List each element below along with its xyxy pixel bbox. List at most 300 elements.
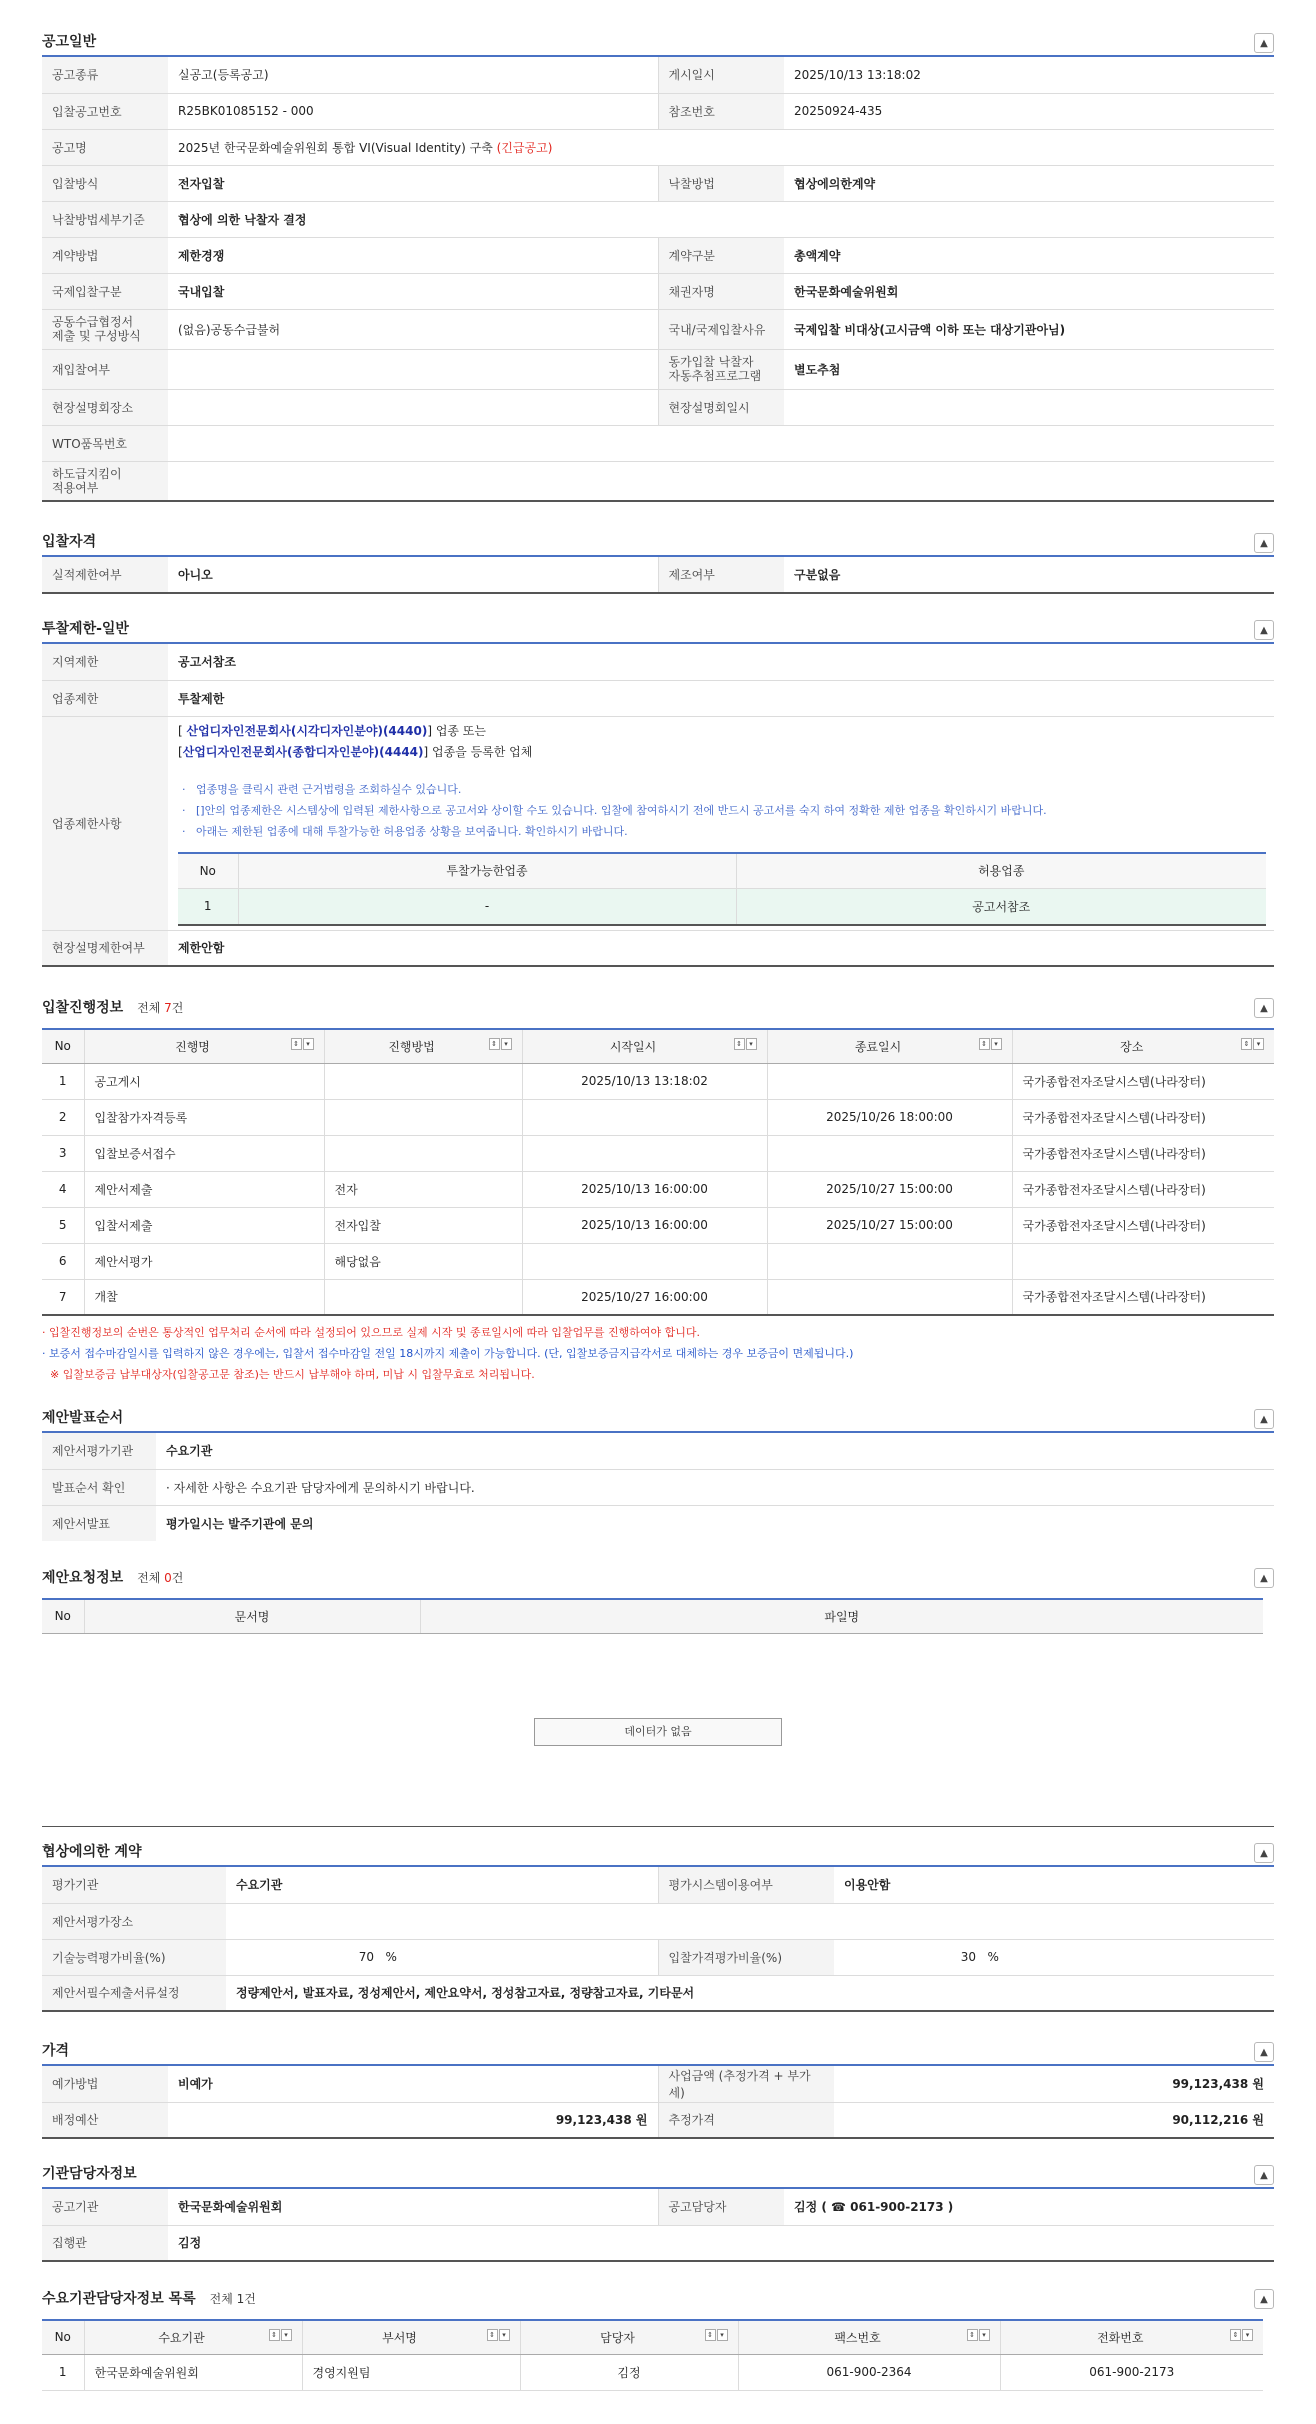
header-label: 진행명 <box>175 1039 210 1054</box>
cell-no: 2 <box>42 1099 84 1135</box>
value: 20250924-435 <box>784 93 1274 129</box>
cell-person: 김정 <box>520 2354 738 2390</box>
count-number: 0 <box>164 1570 172 1585</box>
cell-name: 입찰서제출 <box>84 1207 324 1243</box>
industry-detail <box>168 716 1274 930</box>
sort-dropdown-icon[interactable]: ⇕ ▾ <box>489 1038 512 1050</box>
section-title: 입찰진행정보 <box>42 1000 124 1016</box>
table-row <box>42 930 1274 966</box>
cell-start: 2025/10/27 16:00:00 <box>522 1279 767 1315</box>
label: 평가시스템이용여부 <box>658 1867 834 1903</box>
table-row[interactable] <box>42 1099 1274 1135</box>
label: 채권자명 <box>658 273 784 309</box>
table-row <box>42 93 1274 129</box>
cell-method: 해당없음 <box>324 1243 522 1279</box>
column-header: 허용업종 <box>736 853 1266 889</box>
section-title: 제안요청정보 <box>42 1570 124 1586</box>
cell-name: 입찰참가자격등록 <box>84 1099 324 1135</box>
demand-section <box>42 2283 1274 2391</box>
cell-name: 공고게시 <box>84 1063 324 1099</box>
value: 한국문화예술위원회 <box>168 2189 658 2225</box>
chevron-up-icon[interactable]: ▲ <box>1254 533 1274 553</box>
sort-dropdown-icon[interactable]: ⇕ ▾ <box>487 2329 510 2341</box>
sort-dropdown-icon[interactable]: ⇕ ▾ <box>1241 1038 1264 1050</box>
cell-fax: 061-900-2364 <box>738 2354 1000 2390</box>
table-row <box>42 2102 1274 2138</box>
section-header <box>42 1837 1274 1867</box>
value: 구분없음 <box>784 557 1274 593</box>
sort-dropdown-icon[interactable]: ⇕ ▾ <box>734 1038 757 1050</box>
section-title: 투찰제한-일반 <box>42 621 129 637</box>
negotiation-table <box>42 1867 1274 2012</box>
license-line: [산업디자인전문회사(종합디자인분야)(4444)] 업종을 등록한 업체 <box>178 744 533 759</box>
section-header <box>42 1403 1274 1433</box>
table-row <box>42 237 1274 273</box>
cell-no: 6 <box>42 1243 84 1279</box>
table-row[interactable] <box>42 1243 1274 1279</box>
info-note: · []안의 업종제한은 시스템상에 입력된 제한사항으로 공고서와 상이할 수도 있습니다. 입찰에 참여하시기 전에 반드시 공고서를 숙지 하여 정확한 제한 업종을 확인하시기 바랍니다. <box>182 803 1047 817</box>
column-header-no: No <box>42 2320 84 2354</box>
table-row <box>42 1939 1274 1975</box>
table-row <box>42 644 1274 680</box>
progress-notes <box>42 1322 1274 1385</box>
label-line: 동가입찰 낙찰자 <box>668 355 754 369</box>
cell-end: 2025/10/26 18:00:00 <box>767 1099 1012 1135</box>
value: 비예가 <box>168 2066 658 2102</box>
section-header <box>42 27 1274 57</box>
label: 현장설명회일시 <box>658 389 784 425</box>
table-row <box>42 1867 1274 1903</box>
proposal-request-table <box>42 1598 1263 1634</box>
value: 별도추첨 <box>784 349 1274 389</box>
sort-dropdown-icon[interactable]: ⇕ ▾ <box>1230 2329 1253 2341</box>
header-label: 팩스번호 <box>834 2330 881 2345</box>
cell-no: 5 <box>42 1207 84 1243</box>
label: 낙찰방법 <box>658 165 784 201</box>
label-line: 하도급지킴이 <box>52 466 122 481</box>
info-notes <box>178 779 1264 842</box>
notice-title <box>168 129 1274 165</box>
label: 배정예산 <box>42 2102 168 2138</box>
value: 협상에의한계약 <box>784 165 1274 201</box>
section-title: 공고일반 <box>42 34 97 50</box>
section-header <box>42 527 1274 557</box>
allowed-industry-table <box>178 852 1266 926</box>
chevron-up-icon[interactable]: ▲ <box>1254 1568 1274 1588</box>
column-header-dept[interactable] <box>302 2320 520 2354</box>
label: 입찰방식 <box>42 165 168 201</box>
value: 실공고(등록공고) <box>168 57 658 93</box>
value <box>226 1903 1274 1939</box>
label: 국제입찰구분 <box>42 273 168 309</box>
table-row <box>42 349 1274 389</box>
cell-end <box>767 1279 1012 1315</box>
label: 계약구분 <box>658 237 784 273</box>
cell-name: 입찰보증서접수 <box>84 1135 324 1171</box>
general-section <box>42 27 1274 502</box>
section-header <box>42 2159 1274 2189</box>
table-row[interactable] <box>42 1171 1274 1207</box>
license-suffix: 업종 또는 <box>435 723 486 738</box>
label: 현장설명제한여부 <box>42 930 168 966</box>
sort-dropdown-icon[interactable]: ⇕ ▾ <box>705 2329 728 2341</box>
section-header <box>42 2036 1274 2066</box>
note-text: []안의 업종제한은 시스템상에 입력된 제한사항으로 공고서와 상이할 수도 있습니다. 입찰에 참여하시기 전에 반드시 공고서를 숙지 하여 정확한 제한 업종을 확인하시기 바랍니다. <box>196 803 1047 817</box>
sort-dropdown-icon[interactable]: ⇕ ▾ <box>269 2329 292 2341</box>
cell-start: 2025/10/13 13:18:02 <box>522 1063 767 1099</box>
column-header: No <box>42 1599 84 1633</box>
progress-section <box>42 992 1274 1385</box>
table-row[interactable] <box>42 1063 1274 1099</box>
cell: - <box>238 889 736 925</box>
label <box>658 349 784 389</box>
value: 전자입찰 <box>168 165 658 201</box>
cell-end: 2025/10/27 15:00:00 <box>767 1207 1012 1243</box>
progress-table <box>42 1028 1274 1316</box>
section-title: 제안발표순서 <box>42 1410 124 1426</box>
value: 2025/10/13 13:18:02 <box>784 57 1274 93</box>
value: R25BK01085152 - 000 <box>168 93 658 129</box>
urgent-badge: (긴급공고) <box>496 140 553 155</box>
count-number: 7 <box>164 1000 172 1015</box>
value: 99,123,438 원 <box>168 2102 658 2138</box>
value: 90,112,216 원 <box>834 2102 1274 2138</box>
cell-place: 국가종합전자조달시스템(나라장터) <box>1012 1063 1274 1099</box>
note-text: 업종명을 클릭시 관련 근거법령을 조회하실수 있습니다. <box>196 782 462 796</box>
license-link-4440[interactable]: 산업디자인전문회사(시각디자인분야)(4440) <box>186 723 428 738</box>
label: 평가기관 <box>42 1867 226 1903</box>
table-row <box>178 889 1266 925</box>
license-suffix: 업종을 등록한 업체 <box>432 744 533 759</box>
label: 제안서평가기관 <box>42 1433 156 1469</box>
table-row <box>42 1433 1274 1469</box>
cell-name: 제안서제출 <box>84 1171 324 1207</box>
label: 업종제한 <box>42 680 168 716</box>
count-suffix: 건 <box>171 1000 184 1015</box>
label: 재입찰여부 <box>42 349 168 389</box>
column-header: 투찰가능한업종 <box>238 853 736 889</box>
label: 지역제한 <box>42 644 168 680</box>
value <box>168 425 1274 461</box>
header-label: 종료일시 <box>854 1039 902 1054</box>
label: 낙찰방법세부기준 <box>42 201 168 237</box>
qualification-table <box>42 557 1274 594</box>
chevron-up-icon[interactable]: ▲ <box>1254 2289 1274 2309</box>
total-count <box>137 1569 183 1586</box>
value: 수요기관 <box>156 1433 1274 1469</box>
label-line: 적용여부 <box>52 480 99 495</box>
cell-method <box>324 1135 522 1171</box>
label: 업종제한사항 <box>42 716 168 930</box>
table-row <box>42 57 1274 93</box>
column-header-phone[interactable] <box>1000 2320 1263 2354</box>
table-row <box>42 309 1274 349</box>
header-label: 부서명 <box>382 2330 417 2345</box>
cell-start: 2025/10/13 16:00:00 <box>522 1171 767 1207</box>
cell-end <box>767 1135 1012 1171</box>
column-header-method[interactable] <box>324 1029 522 1063</box>
cell-place: 국가종합전자조달시스템(나라장터) <box>1012 1207 1274 1243</box>
label <box>42 461 168 501</box>
chevron-up-icon[interactable]: ▲ <box>1254 1409 1274 1429</box>
value: 국제입찰 비대상(고시금액 이하 또는 대상기관아님) <box>784 309 1274 349</box>
cell-start <box>522 1135 767 1171</box>
cell-place: 국가종합전자조달시스템(나라장터) <box>1012 1135 1274 1171</box>
demand-table <box>42 2319 1263 2391</box>
cell-no: 7 <box>42 1279 84 1315</box>
section-header <box>42 992 1274 1022</box>
info-note: · 아래는 제한된 업종에 대해 투찰가능한 허용업종 상황을 보여줍니다. 확인하시기 바랍니다. <box>182 824 628 838</box>
value: 총액계약 <box>784 237 1274 273</box>
label: 발표순서 확인 <box>42 1469 156 1505</box>
cell-place: 국가종합전자조달시스템(나라장터) <box>1012 1279 1274 1315</box>
table-row <box>42 1903 1274 1939</box>
value: 아니오 <box>168 557 658 593</box>
count-suffix: 건 <box>244 2291 256 2306</box>
label: 공고담당자 <box>658 2189 784 2225</box>
value: 수요기관 <box>226 1867 658 1903</box>
value: 평가일시는 발주기관에 문의 <box>166 1516 314 1531</box>
restriction-section <box>42 614 1274 967</box>
section-title: 협상에의한 계약 <box>42 1844 142 1860</box>
label: 공고기관 <box>42 2189 168 2225</box>
table-row <box>42 1975 1274 2011</box>
license-line: [ 산업디자인전문회사(시각디자인분야)(4440)] 업종 또는 <box>178 723 486 738</box>
price-section <box>42 2036 1274 2139</box>
table-row <box>42 389 1274 425</box>
chevron-up-icon[interactable]: ▲ <box>1254 2042 1274 2062</box>
value: 협상에 의한 낙찰자 결정 <box>168 201 1274 237</box>
cell-no: 4 <box>42 1171 84 1207</box>
label-line: 공동수급협정서 <box>52 315 134 329</box>
section-header <box>42 614 1274 644</box>
info-note: · 업종명을 클릭시 관련 근거법령을 조회하실수 있습니다. <box>182 782 462 796</box>
cell-org: 한국문화예술위원회 <box>84 2354 302 2390</box>
label: 계약방법 <box>42 237 168 273</box>
chevron-up-icon[interactable]: ▲ <box>1254 998 1274 1018</box>
section-header <box>42 2283 1274 2313</box>
value: 투찰제한 <box>168 680 1274 716</box>
cell-end <box>767 1063 1012 1099</box>
value: 김정 <box>168 2225 1274 2261</box>
total-count <box>137 999 183 1016</box>
cell-end: 2025/10/27 15:00:00 <box>767 1171 1012 1207</box>
cell-no: 1 <box>42 2354 84 2390</box>
table-row[interactable] <box>42 1135 1274 1171</box>
value: (없음)공동수급불허 <box>168 309 658 349</box>
label: 참조번호 <box>658 93 784 129</box>
proposal-order-section <box>42 1403 1274 1541</box>
label: 집행관 <box>42 2225 168 2261</box>
table-row <box>42 1505 1274 1541</box>
price-ratio: 30 <box>960 1950 976 1964</box>
label-line: 제출 및 구성방식 <box>52 329 141 343</box>
price-table <box>42 2066 1274 2139</box>
label: 실적제한여부 <box>42 557 168 593</box>
value: 정량제안서, 발표자료, 정성제안서, 제안요약서, 정성참고자료, 정량참고자료, 기타문서 <box>226 1975 1274 2011</box>
label: 게시일시 <box>658 57 784 93</box>
qualification-section <box>42 527 1274 594</box>
table-header-row <box>42 1599 1263 1633</box>
table-row <box>42 680 1274 716</box>
section-title: 수요기관담당자정보 목록 <box>42 2291 196 2307</box>
column-header-fax[interactable] <box>738 2320 1000 2354</box>
value: 99,123,438 원 <box>834 2066 1274 2102</box>
table-row[interactable] <box>42 2354 1263 2390</box>
label: 제조여부 <box>658 557 784 593</box>
count-prefix: 전체 <box>209 2291 237 2306</box>
cell-method <box>324 1279 522 1315</box>
cell-phone: 061-900-2173 <box>1000 2354 1263 2390</box>
value <box>784 389 1274 425</box>
header-label: 수요기관 <box>158 2330 205 2345</box>
value <box>834 1939 1274 1975</box>
value <box>226 1939 658 1975</box>
label <box>42 309 168 349</box>
table-header-row <box>178 853 1266 889</box>
label: 입찰공고번호 <box>42 93 168 129</box>
label: 제안서필수제출서류설정 <box>42 1975 226 2011</box>
sort-dropdown-icon[interactable]: ⇕ ▾ <box>967 2329 990 2341</box>
sort-dropdown-icon[interactable]: ⇕ ▾ <box>291 1038 314 1050</box>
cell-place: 국가종합전자조달시스템(나라장터) <box>1012 1171 1274 1207</box>
tech-ratio: 70 <box>358 1950 374 1964</box>
table-row <box>42 165 1274 201</box>
officer-section <box>42 2159 1274 2262</box>
value: 이용안함 <box>834 1867 1274 1903</box>
section-title: 가격 <box>42 2043 70 2059</box>
column-header: 문서명 <box>84 1599 420 1633</box>
chevron-up-icon[interactable]: ▲ <box>1254 2165 1274 2185</box>
proposal-order-table <box>42 1433 1274 1541</box>
table-row <box>42 201 1274 237</box>
cell-end <box>767 1243 1012 1279</box>
count-suffix: 건 <box>171 1570 184 1585</box>
cell-dept: 경영지원팀 <box>302 2354 520 2390</box>
value: 제한안함 <box>168 930 1274 966</box>
restriction-table <box>42 644 1274 967</box>
label: 사업금액 (추정가격 + 부가세) <box>658 2066 834 2102</box>
cell-method <box>324 1063 522 1099</box>
table-row <box>42 557 1274 593</box>
label: 현장설명회장소 <box>42 389 168 425</box>
cell: 1 <box>178 889 238 925</box>
column-header-place[interactable] <box>1012 1029 1274 1063</box>
value: 국내입찰 <box>168 273 658 309</box>
column-header-start[interactable] <box>522 1029 767 1063</box>
negotiation-section <box>42 1826 1274 2012</box>
cell: 공고서참조 <box>736 889 1266 925</box>
table-row <box>42 461 1274 501</box>
count-number: 1 <box>236 2291 245 2306</box>
table-header-row <box>42 1029 1274 1063</box>
table-row <box>42 273 1274 309</box>
header-label: 전화번호 <box>1097 2330 1144 2345</box>
header-label: 장소 <box>1120 1039 1144 1054</box>
value: · 자세한 사항은 수요기관 담당자에게 문의하시기 바랍니다. <box>156 1469 1274 1505</box>
table-header-row <box>42 2320 1263 2354</box>
value <box>168 389 658 425</box>
value: 김정 ( ☎ 061-900-2173 ) <box>784 2189 1274 2225</box>
value: 제한경쟁 <box>168 237 658 273</box>
cell-place <box>1012 1243 1274 1279</box>
column-header-person[interactable] <box>520 2320 738 2354</box>
license-link-4444[interactable]: 산업디자인전문회사(종합디자인분야)(4444) <box>182 744 424 759</box>
table-row[interactable] <box>42 1207 1274 1243</box>
value <box>168 461 1274 501</box>
chevron-up-icon[interactable]: ▲ <box>1254 33 1274 53</box>
column-header-org[interactable] <box>84 2320 302 2354</box>
label: 공고명 <box>42 129 168 165</box>
header-label: 시작일시 <box>609 1039 657 1054</box>
percent-sign: % <box>987 1950 999 1964</box>
label: 추정가격 <box>658 2102 834 2138</box>
chevron-up-icon[interactable]: ▲ <box>1254 620 1274 640</box>
chevron-up-icon[interactable]: ▲ <box>1254 1843 1274 1863</box>
column-header: No <box>178 853 238 889</box>
label: 국내/국제입찰사유 <box>658 309 784 349</box>
table-row <box>42 2189 1274 2225</box>
general-table <box>42 57 1274 502</box>
label: 제안서발표 <box>42 1505 156 1541</box>
label: 입찰가격평가비율(%) <box>658 1939 834 1975</box>
cell-start: 2025/10/13 16:00:00 <box>522 1207 767 1243</box>
column-header: 파일명 <box>420 1599 1263 1633</box>
table-row[interactable] <box>42 1279 1274 1315</box>
progress-note: · 입찰진행정보의 순번은 통상적인 업무처리 순서에 따라 설정되어 있으므로 실제 시작 및 종료일시에 따라 입찰업무를 진행하여야 합니다. <box>42 1326 700 1339</box>
table-row <box>42 716 1274 930</box>
table-row <box>42 2225 1274 2261</box>
empty-data-message: 데이터가 없음 <box>534 1718 782 1746</box>
section-title: 입찰자격 <box>42 534 97 550</box>
cell-name: 개찰 <box>84 1279 324 1315</box>
label-line: 자동추첨프로그램 <box>668 369 762 383</box>
percent-sign: % <box>385 1950 397 1964</box>
cell-name: 제안서평가 <box>84 1243 324 1279</box>
total-count <box>210 2290 256 2307</box>
proposal-request-section <box>42 1562 1274 1746</box>
note-text: 아래는 제한된 업종에 대해 투찰가능한 허용업종 상황을 보여줍니다. 확인하시기 바랍니다. <box>196 824 628 838</box>
count-prefix: 전체 <box>137 1570 165 1585</box>
label: 공고종류 <box>42 57 168 93</box>
sort-dropdown-icon[interactable]: ⇕ ▾ <box>979 1038 1002 1050</box>
cell-no: 3 <box>42 1135 84 1171</box>
progress-note: ※ 입찰보증금 납부대상자(입찰공고문 참조)는 반드시 납부해야 하며, 미납 시 입찰무효로 처리됩니다. <box>50 1368 535 1381</box>
cell-method: 전자입찰 <box>324 1207 522 1243</box>
progress-note: · 보증서 접수마감일시를 입력하지 않은 경우에는, 입찰서 접수마감일 전일 18시까지 제출이 가능합니다. (단, 입찰보증금지급각서로 대체하는 경우 보증금이 면제됩니다.) <box>42 1347 854 1360</box>
notice-name: 2025년 한국문화예술위원회 통합 VI(Visual Identity) 구축 <box>178 140 493 155</box>
table-row <box>42 1469 1274 1505</box>
cell-place: 국가종합전자조달시스템(나라장터) <box>1012 1099 1274 1135</box>
label: WTO품목번호 <box>42 425 168 461</box>
cell-method: 전자 <box>324 1171 522 1207</box>
label: 기술능력평가비율(%) <box>42 1939 226 1975</box>
count-prefix: 전체 <box>137 1000 165 1015</box>
table-row <box>42 2066 1274 2102</box>
cell-start <box>522 1243 767 1279</box>
cell-method <box>324 1099 522 1135</box>
header-label: 담당자 <box>600 2330 635 2345</box>
section-title: 기관담당자정보 <box>42 2166 137 2182</box>
column-header-name[interactable] <box>84 1029 324 1063</box>
label: 제안서평가장소 <box>42 1903 226 1939</box>
value: 공고서참조 <box>168 644 1274 680</box>
section-header <box>42 1562 1274 1592</box>
table-row <box>42 425 1274 461</box>
officer-table <box>42 2189 1274 2262</box>
column-header-end[interactable] <box>767 1029 1012 1063</box>
table-row <box>42 129 1274 165</box>
